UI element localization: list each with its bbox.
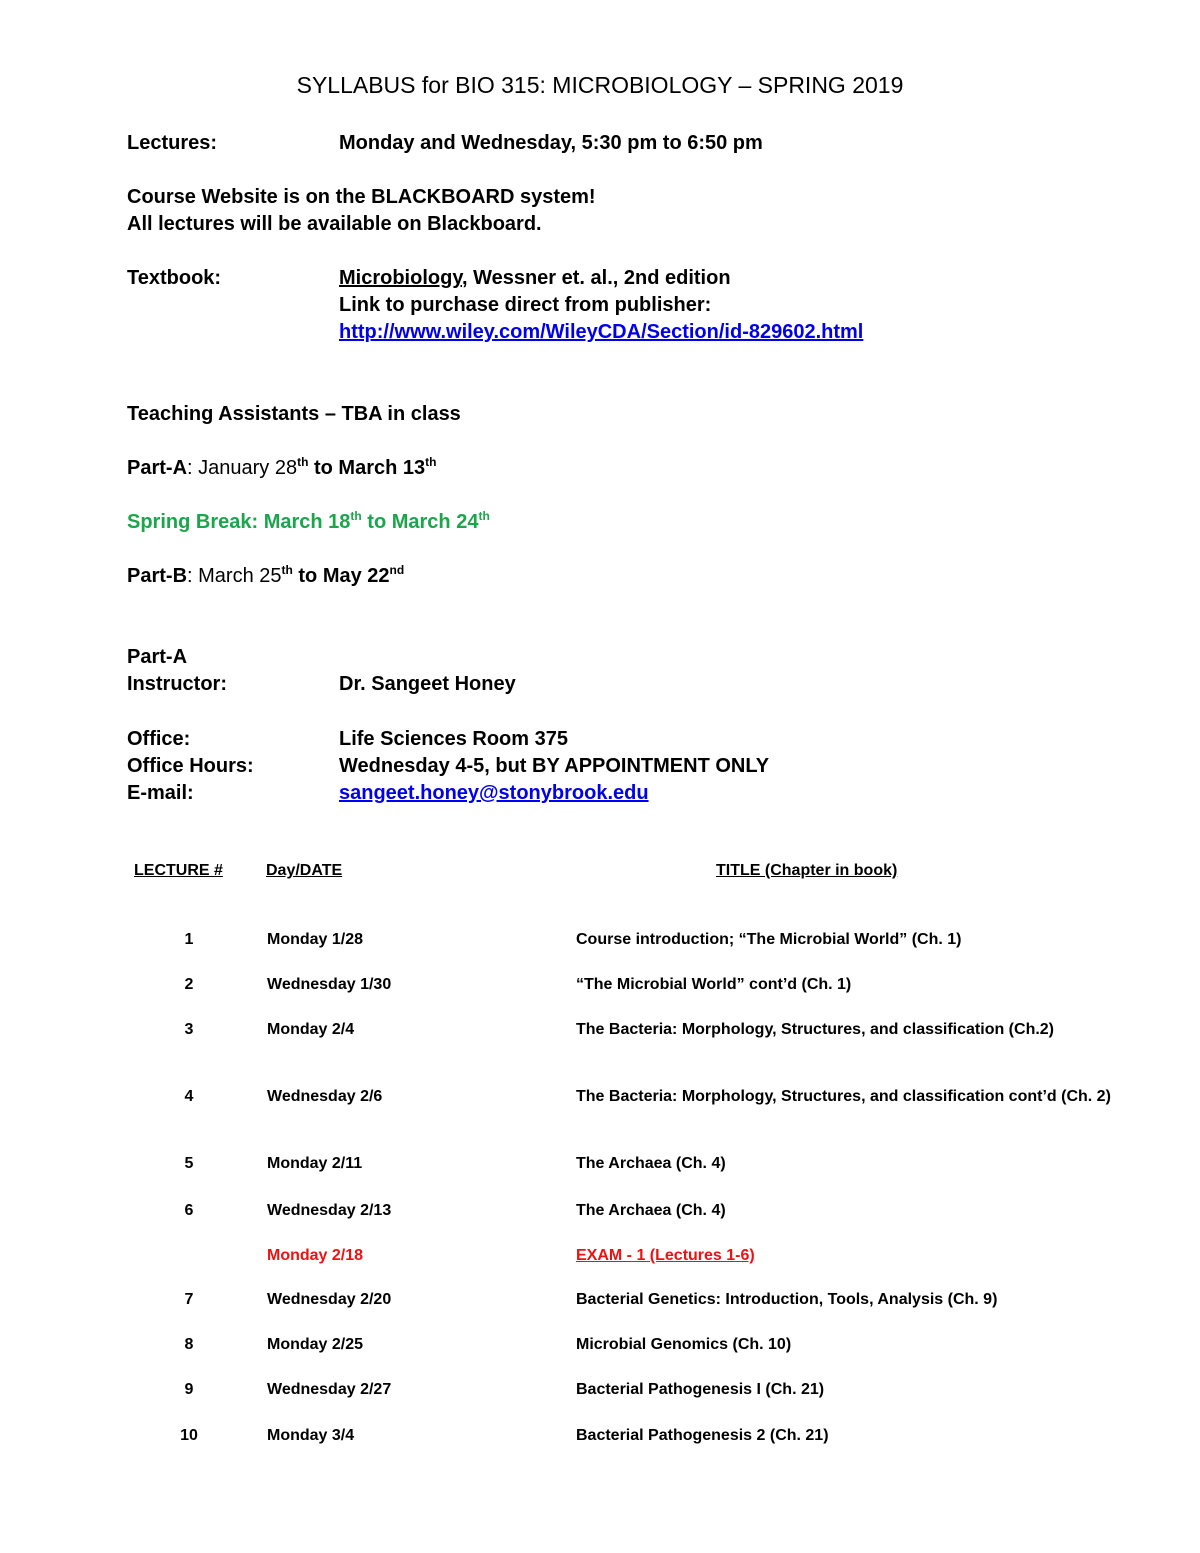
lecture-date: Wednesday 2/20 [267, 1291, 392, 1308]
lecture-title: The Bacteria: Morphology, Structures, and classification (Ch.2) [576, 1021, 1055, 1038]
lecture-title: Microbial Genomics (Ch. 10) [576, 1336, 792, 1353]
lecture-date: Wednesday 1/30 [267, 976, 392, 993]
header-day-date: Day/DATE [266, 862, 343, 879]
lecture-number: 7 [184, 1291, 194, 1308]
part-a-dates: Part-A: January 28th to March 13th [127, 455, 437, 479]
teaching-assistants: Teaching Assistants – TBA in class [127, 403, 461, 425]
lecture-number: 4 [184, 1088, 194, 1105]
instructor-label: Instructor: [127, 673, 227, 695]
lecture-number: 5 [184, 1155, 194, 1172]
lecture-number: 2 [184, 976, 194, 993]
lecture-title: Course introduction; “The Microbial World” (Ch. 1) [576, 931, 962, 948]
lecture-title: Bacterial Pathogenesis I (Ch. 21) [576, 1381, 825, 1398]
instructor-name: Dr. Sangeet Honey [339, 673, 516, 695]
lecture-date: Monday 2/4 [267, 1021, 355, 1038]
textbook-title: Microbiology, [339, 267, 468, 289]
header-lecture-number: LECTURE # [134, 862, 223, 879]
textbook-value [339, 265, 731, 292]
lecture-date: Monday 1/28 [267, 931, 364, 948]
lecture-number: 3 [184, 1021, 194, 1038]
lecture-date: Wednesday 2/13 [267, 1202, 392, 1219]
website-line-1: Course Website is on the BLACKBOARD system! [127, 186, 596, 208]
lecture-date: Monday 2/25 [267, 1336, 364, 1353]
email-label: E-mail: [127, 782, 194, 804]
exam-date: Monday 2/18 [267, 1247, 364, 1264]
textbook-label: Textbook: [127, 267, 222, 289]
lecture-title: Bacterial Pathogenesis 2 (Ch. 21) [576, 1427, 829, 1444]
office-hours-label: Office Hours: [127, 755, 254, 777]
part-b-dates: Part-B: March 25th to May 22nd [127, 563, 405, 587]
lecture-title: Bacterial Genetics: Introduction, Tools, Analysis (Ch. 9) [576, 1291, 998, 1308]
lecture-date: Monday 3/4 [267, 1427, 355, 1444]
lecture-title: The Archaea (Ch. 4) [576, 1202, 726, 1219]
office-hours-value: Wednesday 4-5, but BY APPOINTMENT ONLY [339, 755, 770, 777]
lecture-number: 9 [184, 1381, 194, 1398]
lecture-title: The Bacteria: Morphology, Structures, and classification cont’d (Ch. 2) [576, 1088, 1111, 1105]
lecture-date: Wednesday 2/6 [267, 1088, 383, 1105]
email-link[interactable]: sangeet.honey@stonybrook.edu [339, 782, 649, 804]
spring-break-dates: Spring Break: March 18th to March 24th [127, 509, 490, 533]
lecture-number: 10 [180, 1427, 198, 1444]
page-title: SYLLABUS for BIO 315: MICROBIOLOGY – SPRING 2019 [296, 72, 904, 98]
header-title: TITLE (Chapter in book) [716, 862, 898, 879]
lectures-value: Monday and Wednesday, 5:30 pm to 6:50 pm [339, 132, 763, 154]
lecture-date: Wednesday 2/27 [267, 1381, 392, 1398]
lecture-number: 8 [184, 1336, 194, 1353]
website-line-2: All lectures will be available on Blackboard. [127, 213, 542, 235]
lecture-title: The Archaea (Ch. 4) [576, 1155, 726, 1172]
lectures-label: Lectures: [127, 132, 218, 154]
lecture-title: “The Microbial World” cont’d (Ch. 1) [576, 976, 852, 993]
textbook-purchase-text: Link to purchase direct from publisher: [339, 294, 712, 316]
publisher-link[interactable]: http://www.wiley.com/WileyCDA/Section/id-829602.html [339, 321, 864, 343]
office-value: Life Sciences Room 375 [339, 728, 568, 750]
lecture-number: 1 [184, 931, 194, 948]
lecture-date: Monday 2/11 [267, 1155, 363, 1172]
office-label: Office: [127, 728, 191, 750]
instructor-part-label: Part-A [127, 646, 188, 668]
lecture-number: 6 [184, 1202, 194, 1219]
textbook-details: Wessner et. al., 2nd edition [467, 267, 731, 289]
exam-title: EXAM - 1 (Lectures 1-6) [576, 1247, 755, 1264]
